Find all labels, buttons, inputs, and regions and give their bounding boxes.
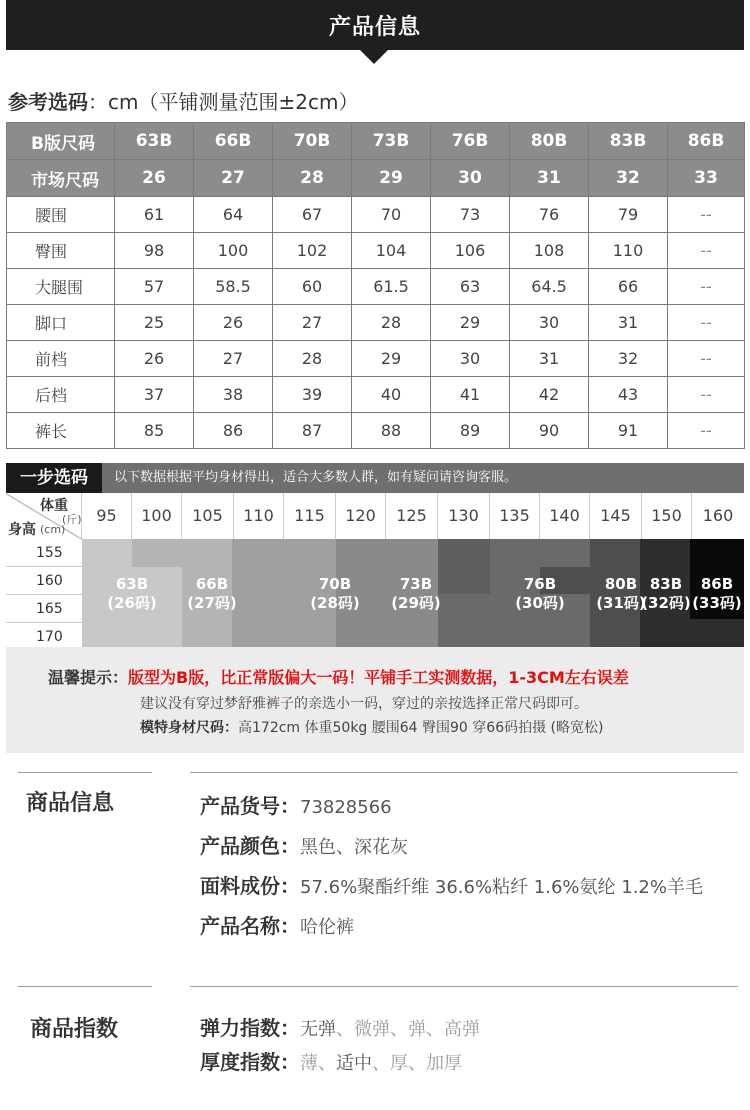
reference-text: ：cm（平铺测量范围±2cm） [88, 90, 359, 114]
info-key: 产品名称： [200, 914, 300, 938]
info-value: 黑色、深花灰 [300, 837, 408, 858]
info-row-fabric [200, 870, 703, 899]
weight-cell: 140 [540, 493, 590, 539]
table-row [7, 197, 745, 233]
table-cell: 28 [352, 305, 431, 341]
product-info-title: 商品信息 [26, 791, 115, 816]
reference-label: 参考选码 [8, 90, 88, 114]
table-cell: 70 [352, 197, 431, 233]
table-cell: 63 [431, 269, 510, 305]
weight-unit: (斤) [62, 513, 82, 526]
weight-cell: 105 [182, 493, 234, 539]
table-cell: 108 [510, 233, 589, 269]
table-cell: 26 [115, 341, 194, 377]
table-cell: 41 [431, 377, 510, 413]
table-cell: 38 [194, 377, 273, 413]
table-cell: 85 [115, 413, 194, 449]
table-row [7, 377, 745, 413]
table-cell: -- [668, 377, 745, 413]
weight-cell: 115 [284, 493, 336, 539]
info-row-sku [200, 790, 392, 819]
table-cell: 28 [273, 341, 352, 377]
row-label: 后档 [7, 377, 115, 413]
table-cell: 70B [273, 123, 352, 160]
size-block-label [640, 575, 692, 613]
table-cell: 60 [273, 269, 352, 305]
table-cell: 64 [194, 197, 273, 233]
elastic-index-row [200, 1012, 480, 1041]
size-block-label [82, 575, 182, 613]
table-cell: 27 [194, 341, 273, 377]
weight-cell: 120 [336, 493, 386, 539]
market-size-label: (29码) [391, 594, 441, 612]
tips-box [6, 647, 744, 753]
row-label: B版尺码 [7, 123, 115, 160]
height-label: 身高 [8, 522, 36, 538]
table-cell: 42 [510, 377, 589, 413]
tip-separator: ： [112, 668, 129, 687]
info-key: 面料成份： [200, 874, 300, 898]
weight-cell: 110 [234, 493, 284, 539]
table-cell: 73B [352, 123, 431, 160]
reference-size-title [8, 86, 358, 115]
tip-label: 温馨提示 [48, 668, 113, 687]
table-cell: 29 [352, 341, 431, 377]
thickness-options-b: 、厚、加厚 [372, 1053, 462, 1074]
table-row [7, 233, 745, 269]
table-cell: 67 [273, 197, 352, 233]
table-row [7, 269, 745, 305]
size-block-label [490, 575, 590, 613]
table-cell: 64.5 [510, 269, 589, 305]
header-banner [6, 0, 744, 50]
info-value: 哈伦裤 [300, 917, 354, 938]
table-cell: 31 [510, 160, 589, 197]
b-size-label: 70B [318, 575, 352, 593]
weight-cell: 150 [642, 493, 692, 539]
info-value: 73828566 [300, 797, 392, 818]
table-cell: 30 [431, 160, 510, 197]
table-cell: 26 [194, 305, 273, 341]
elastic-selected: 无弹 [300, 1019, 336, 1040]
table-cell: 88 [352, 413, 431, 449]
size-block-label [690, 575, 744, 613]
table-cell: 43 [589, 377, 668, 413]
table-cell: 29 [431, 305, 510, 341]
table-cell: 83B [589, 123, 668, 160]
weight-cell: 95 [82, 493, 132, 539]
b-size-label: 80B [604, 575, 638, 593]
table-cell: -- [668, 269, 745, 305]
table-cell: 33 [668, 160, 745, 197]
table-cell: 90 [510, 413, 589, 449]
step-selection-note: 以下数据根据平均身材得出，适合大多数人群，如有疑问请咨询客服。 [114, 470, 518, 485]
model-label: 模特身材尺码： [140, 720, 238, 736]
tip-warning: 版型为B版，比正常版偏大一码！平铺手工实测数据，1-3CM左右误差 [128, 668, 629, 687]
row-label: 裤长 [7, 413, 115, 449]
size-block [232, 539, 284, 567]
banner-title: 产品信息 [328, 15, 421, 40]
table-cell: 30 [510, 305, 589, 341]
size-block-label [386, 575, 446, 613]
size-table [6, 122, 745, 449]
b-size-label: 73B [399, 575, 433, 593]
table-cell: -- [668, 341, 745, 377]
table-cell: 40 [352, 377, 431, 413]
row-label: 脚口 [7, 305, 115, 341]
size-block-label [284, 575, 386, 613]
table-cell: 32 [589, 160, 668, 197]
table-cell: -- [668, 197, 745, 233]
table-cell: 39 [273, 377, 352, 413]
table-cell: 76 [510, 197, 589, 233]
table-cell: 102 [273, 233, 352, 269]
row-label: 臀围 [7, 233, 115, 269]
weight-cell: 130 [438, 493, 490, 539]
table-cell: 104 [352, 233, 431, 269]
weight-header-row [6, 493, 744, 539]
elastic-options: 、微弹、弹、高弹 [336, 1019, 480, 1040]
table-cell: 61 [115, 197, 194, 233]
weight-cell: 135 [490, 493, 540, 539]
table-cell: -- [668, 233, 745, 269]
table-cell: 89 [431, 413, 510, 449]
divider-left-2 [18, 986, 152, 987]
weight-cell: 145 [590, 493, 642, 539]
height-cell: 160 [6, 567, 82, 595]
table-cell: 28 [273, 160, 352, 197]
table-cell: 66 [589, 269, 668, 305]
table-cell: 91 [589, 413, 668, 449]
thickness-selected: 适中 [336, 1053, 372, 1074]
table-cell: 30 [431, 341, 510, 377]
table-cell: 58.5 [194, 269, 273, 305]
market-size-label: (32码) [641, 594, 691, 612]
weight-cell: 160 [702, 506, 734, 525]
table-cell: 80B [510, 123, 589, 160]
info-row-name [200, 910, 354, 939]
table-cell: -- [668, 413, 745, 449]
table-cell: 76B [431, 123, 510, 160]
height-unit: (cm) [40, 523, 66, 536]
size-block-label [182, 575, 242, 613]
table-cell: -- [668, 305, 745, 341]
weight-cell: 125 [386, 493, 438, 539]
row-label: 市场尺码 [7, 160, 115, 197]
tip-model-line [140, 717, 603, 737]
b-size-label: 83B [649, 575, 683, 593]
table-cell: 29 [352, 160, 431, 197]
weight-label: 体重 [40, 498, 68, 514]
table-cell: 110 [589, 233, 668, 269]
info-key: 弹力指数： [200, 1016, 300, 1040]
height-cell: 165 [6, 595, 82, 623]
tip-line-1 [48, 665, 629, 688]
table-cell: 63B [115, 123, 194, 160]
thickness-index-row [200, 1046, 462, 1075]
header-row-market-size [7, 160, 745, 197]
height-cell: 170 [6, 623, 82, 651]
table-cell: 79 [589, 197, 668, 233]
divider-left [18, 772, 152, 773]
table-cell: 31 [510, 341, 589, 377]
table-cell: 31 [589, 305, 668, 341]
market-size-label: (33码) [692, 594, 742, 612]
model-text: 高172cm 体重50kg 腰围64 臀围90 穿66码拍摄 (略宽松) [238, 720, 604, 736]
table-cell: 73 [431, 197, 510, 233]
divider-right-2 [190, 986, 738, 987]
market-size-label: (28码) [310, 594, 360, 612]
step-selection-bar [6, 463, 744, 493]
table-cell: 32 [589, 341, 668, 377]
row-label: 腰围 [7, 197, 115, 233]
tip-line-2: 建议没有穿过梦舒雅裤子的亲选小一码，穿过的亲按选择正常尺码即可。 [140, 696, 588, 712]
step-selection-label: 一步选码 [6, 463, 102, 493]
table-cell: 86B [668, 123, 745, 160]
size-recommendation-grid [82, 539, 744, 647]
table-cell: 27 [273, 305, 352, 341]
info-key: 厚度指数： [200, 1050, 300, 1074]
table-row [7, 305, 745, 341]
market-size-label: (26码) [107, 594, 157, 612]
table-cell: 100 [194, 233, 273, 269]
table-cell: 61.5 [352, 269, 431, 305]
market-size-label: (31码) [596, 594, 646, 612]
size-block [132, 539, 182, 567]
table-cell: 87 [273, 413, 352, 449]
table-cell: 25 [115, 305, 194, 341]
info-key: 产品颜色： [200, 834, 300, 858]
table-cell: 26 [115, 160, 194, 197]
table-cell: 98 [115, 233, 194, 269]
market-size-label: (27码) [187, 594, 237, 612]
table-cell: 37 [115, 377, 194, 413]
b-size-label: 66B [195, 575, 229, 593]
divider-right [190, 772, 738, 773]
table-cell: 106 [431, 233, 510, 269]
row-label: 大腿围 [7, 269, 115, 305]
corner-header [6, 493, 82, 539]
info-row-color [200, 830, 408, 859]
b-size-label: 76B [523, 575, 557, 593]
product-index-title: 商品指数 [30, 1017, 119, 1042]
b-size-label: 63B [115, 575, 149, 593]
size-block [690, 619, 744, 647]
info-value: 57.6%聚酯纤维 36.6%粘纤 1.6%氨纶 1.2%羊毛 [300, 877, 703, 898]
height-column [6, 539, 82, 651]
table-row [7, 341, 745, 377]
header-row-b-size [7, 123, 745, 160]
table-cell: 57 [115, 269, 194, 305]
b-size-label: 86B [700, 575, 734, 593]
weight-cell: 100 [132, 493, 182, 539]
table-cell: 27 [194, 160, 273, 197]
table-row [7, 413, 745, 449]
table-cell: 86 [194, 413, 273, 449]
height-cell: 155 [6, 539, 82, 567]
thickness-options-a: 薄、 [300, 1053, 336, 1074]
market-size-label: (30码) [515, 594, 565, 612]
table-cell: 66B [194, 123, 273, 160]
row-label: 前档 [7, 341, 115, 377]
banner-arrow-icon [360, 50, 388, 64]
info-key: 产品货号： [200, 794, 300, 818]
